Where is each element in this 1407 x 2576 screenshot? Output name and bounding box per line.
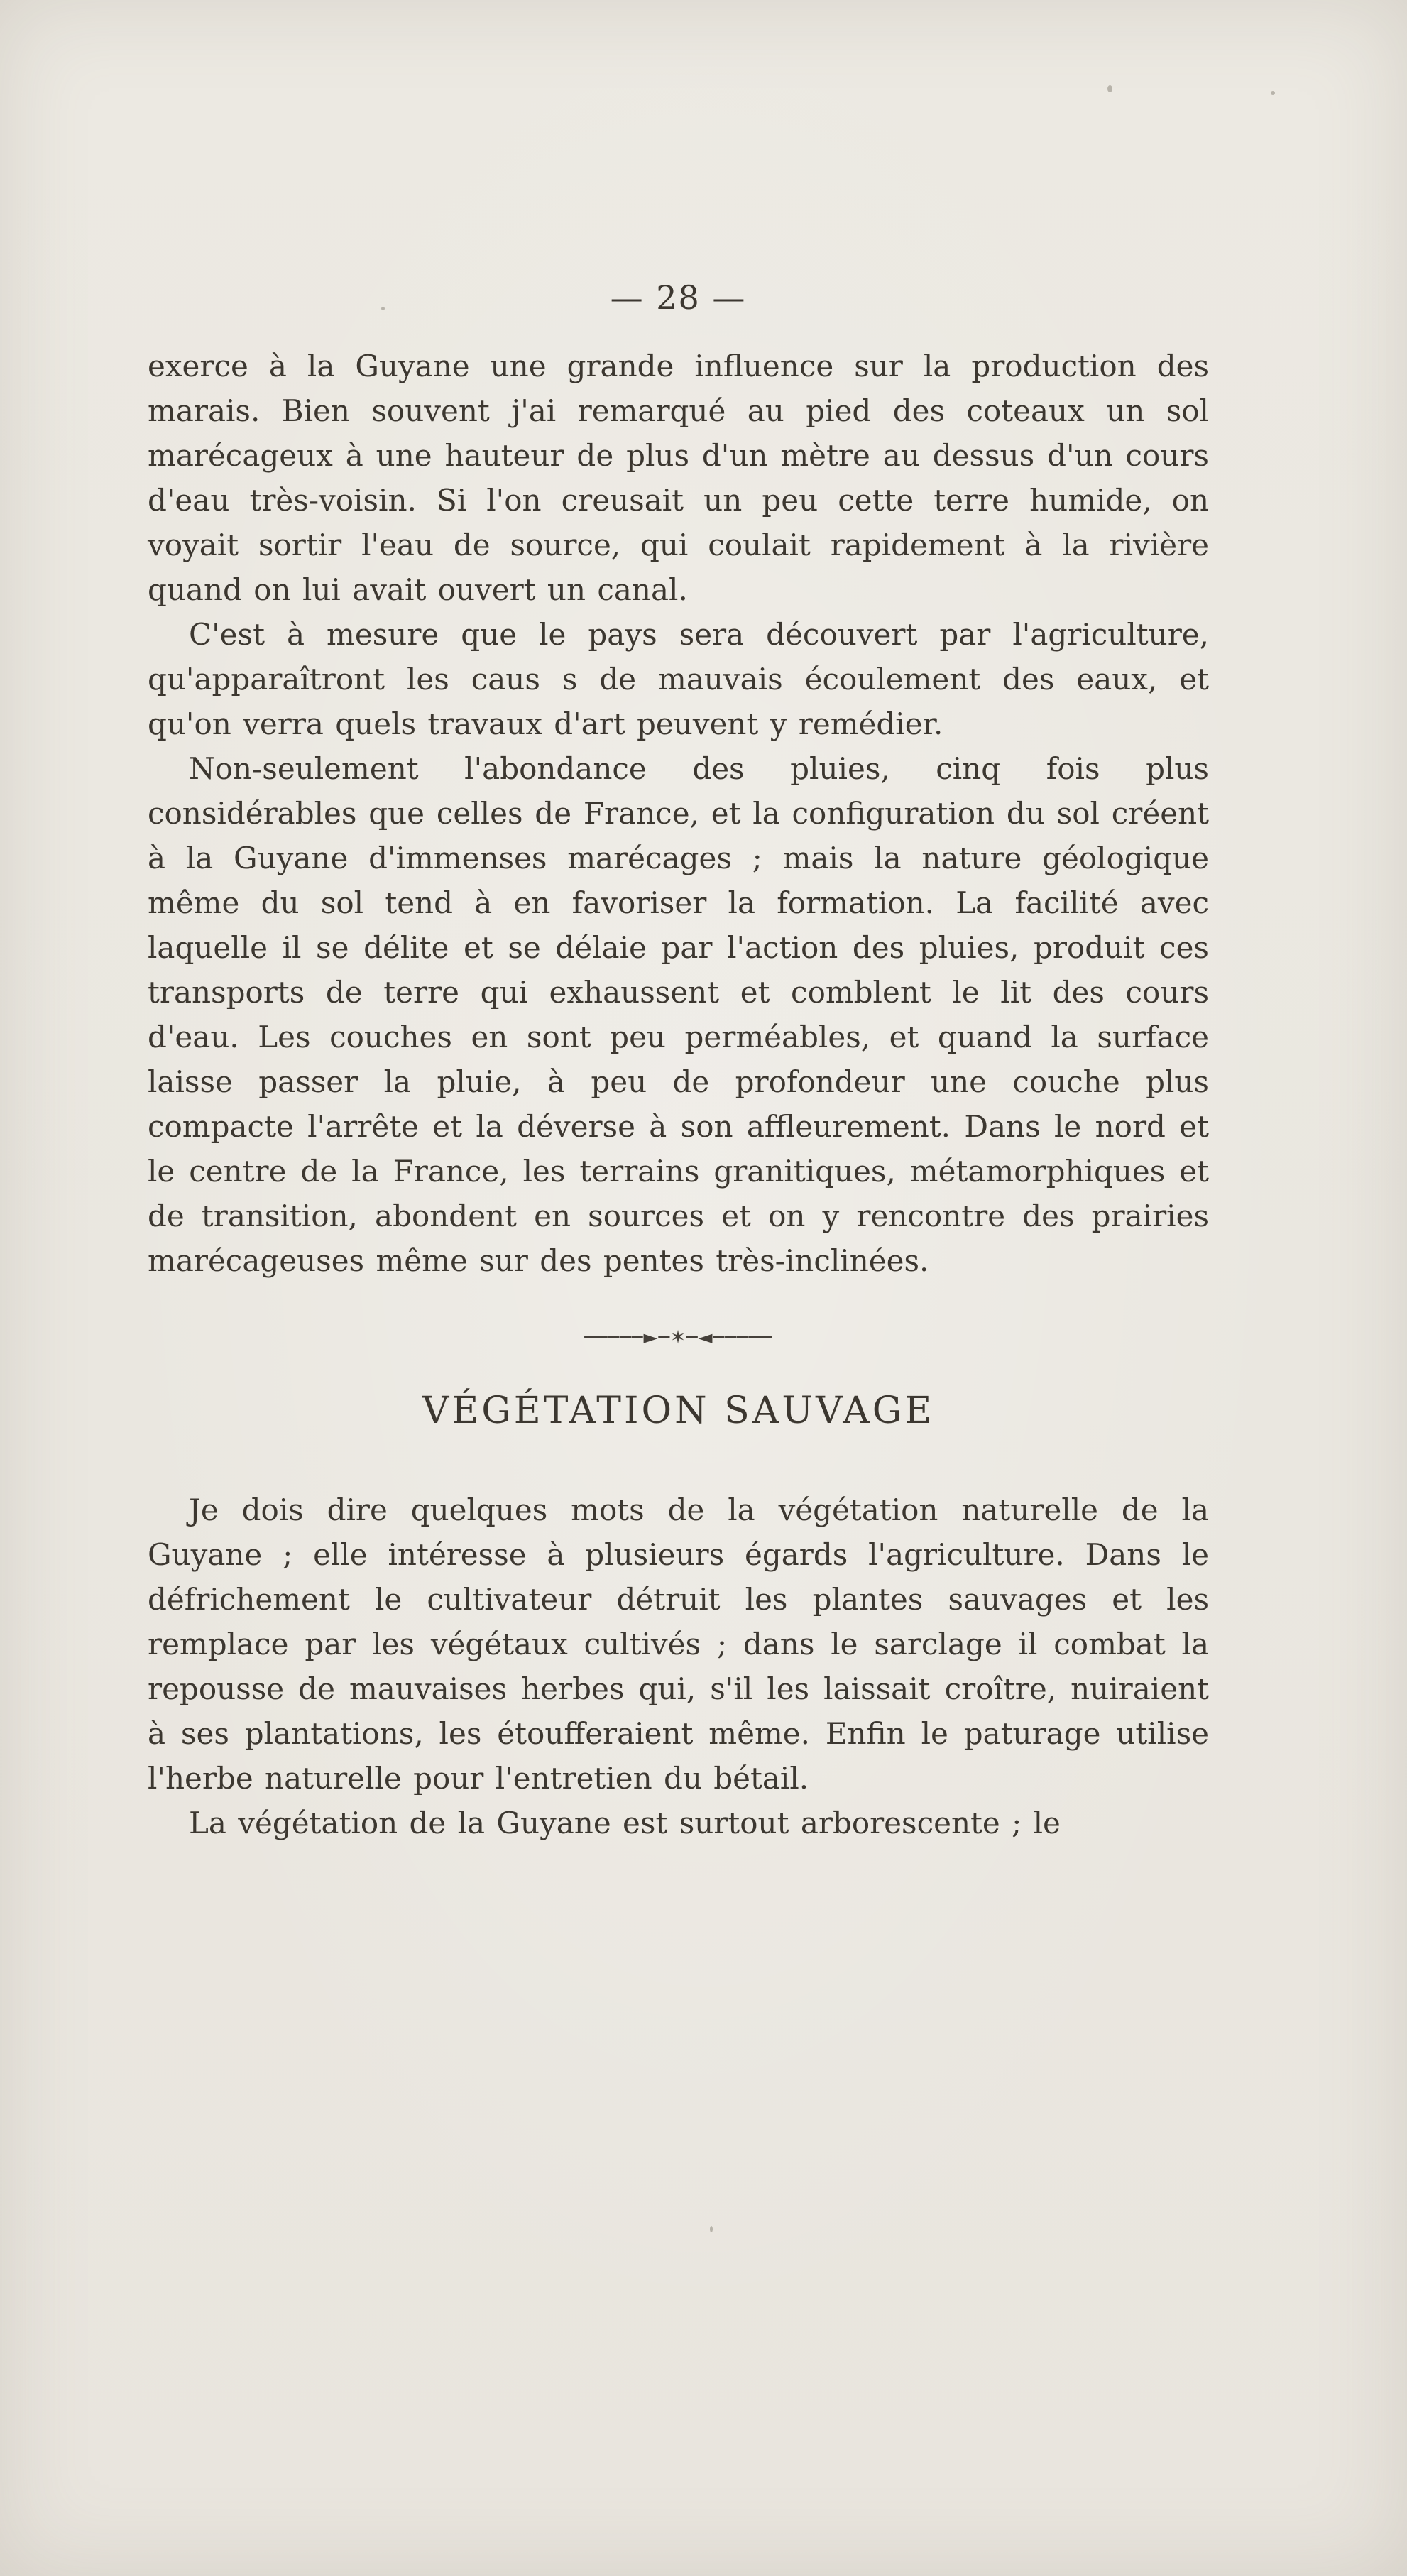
section-heading: VÉGÉTATION SAUVAGE: [422, 1390, 935, 1432]
upper-text-block: [148, 344, 1209, 1283]
paper-speck: [1271, 91, 1275, 95]
body-paragraph: exerce à la Guyane une grande influence sur la production des marais. Bien souvent j'ai remarqué au pied des coteaux un sol marécageux à une hauteur de plus d'un mètre au dessus d'un cours d'eau très-voisin. Si l'on creusait un peu cette terre humide, on voyait sortir l'eau de source, qui coulait rapidement à la rivière quand on lui avait ouvert un canal.: [148, 349, 1209, 607]
lower-text-block: [148, 1488, 1209, 1845]
body-paragraph: La végétation de la Guyane est surtout arborescente ; le: [189, 1806, 1061, 1840]
page-number: — 28 —: [610, 278, 747, 317]
paper-speck: [710, 2226, 713, 2232]
body-paragraph: Je dois dire quelques mots de la végétation naturelle de la Guyane ; elle intéresse à plusieurs égards l'agriculture. Dans le défrichement le cultivateur détruit les plantes sauvages et les remplace par les végétaux cultivés ; dans le sarclage il combat la repousse de mauvaises herbes qui, s'il les laissait croître, nuiraient à ses plantations, les étoufferaient même. Enfin le paturage utilise l'herbe naturelle pour l'entretien du bétail.: [148, 1492, 1209, 1796]
paper-speck: [1107, 85, 1112, 92]
body-paragraph: C'est à mesure que le pays sera découvert par l'agriculture, qu'apparaîtront les caus s de mauvais écoulement des eaux, et qu'on verra quels travaux d'art peuvent y remédier.: [148, 617, 1209, 741]
section-divider-ornament: ─────►─✶─◄─────: [584, 1327, 772, 1348]
body-paragraph: Non-seulement l'abondance des pluies, cinq fois plus considérables que celles de France, et la configuration du sol créent à la Guyane d'immenses marécages ; mais la nature géologique même du sol tend à en favoriser la formation. La facilité avec laquelle il se délite et se délaie par l'action des pluies, produit ces transports de terre qui exhaussent et comblent le lit des cours d'eau. Les couches en sont peu perméables, et quand la surface laisse passer la pluie, à peu de profondeur une couche plus compacte l'arrête et la déverse à son affleurement. Dans le nord et le centre de la France, les terrains granitiques, métamorphiques et de transition, abondent en sources et on y rencontre des prairies marécageuses même sur des pentes très-inclinées.: [148, 751, 1209, 1278]
paper-speck: [381, 307, 385, 310]
